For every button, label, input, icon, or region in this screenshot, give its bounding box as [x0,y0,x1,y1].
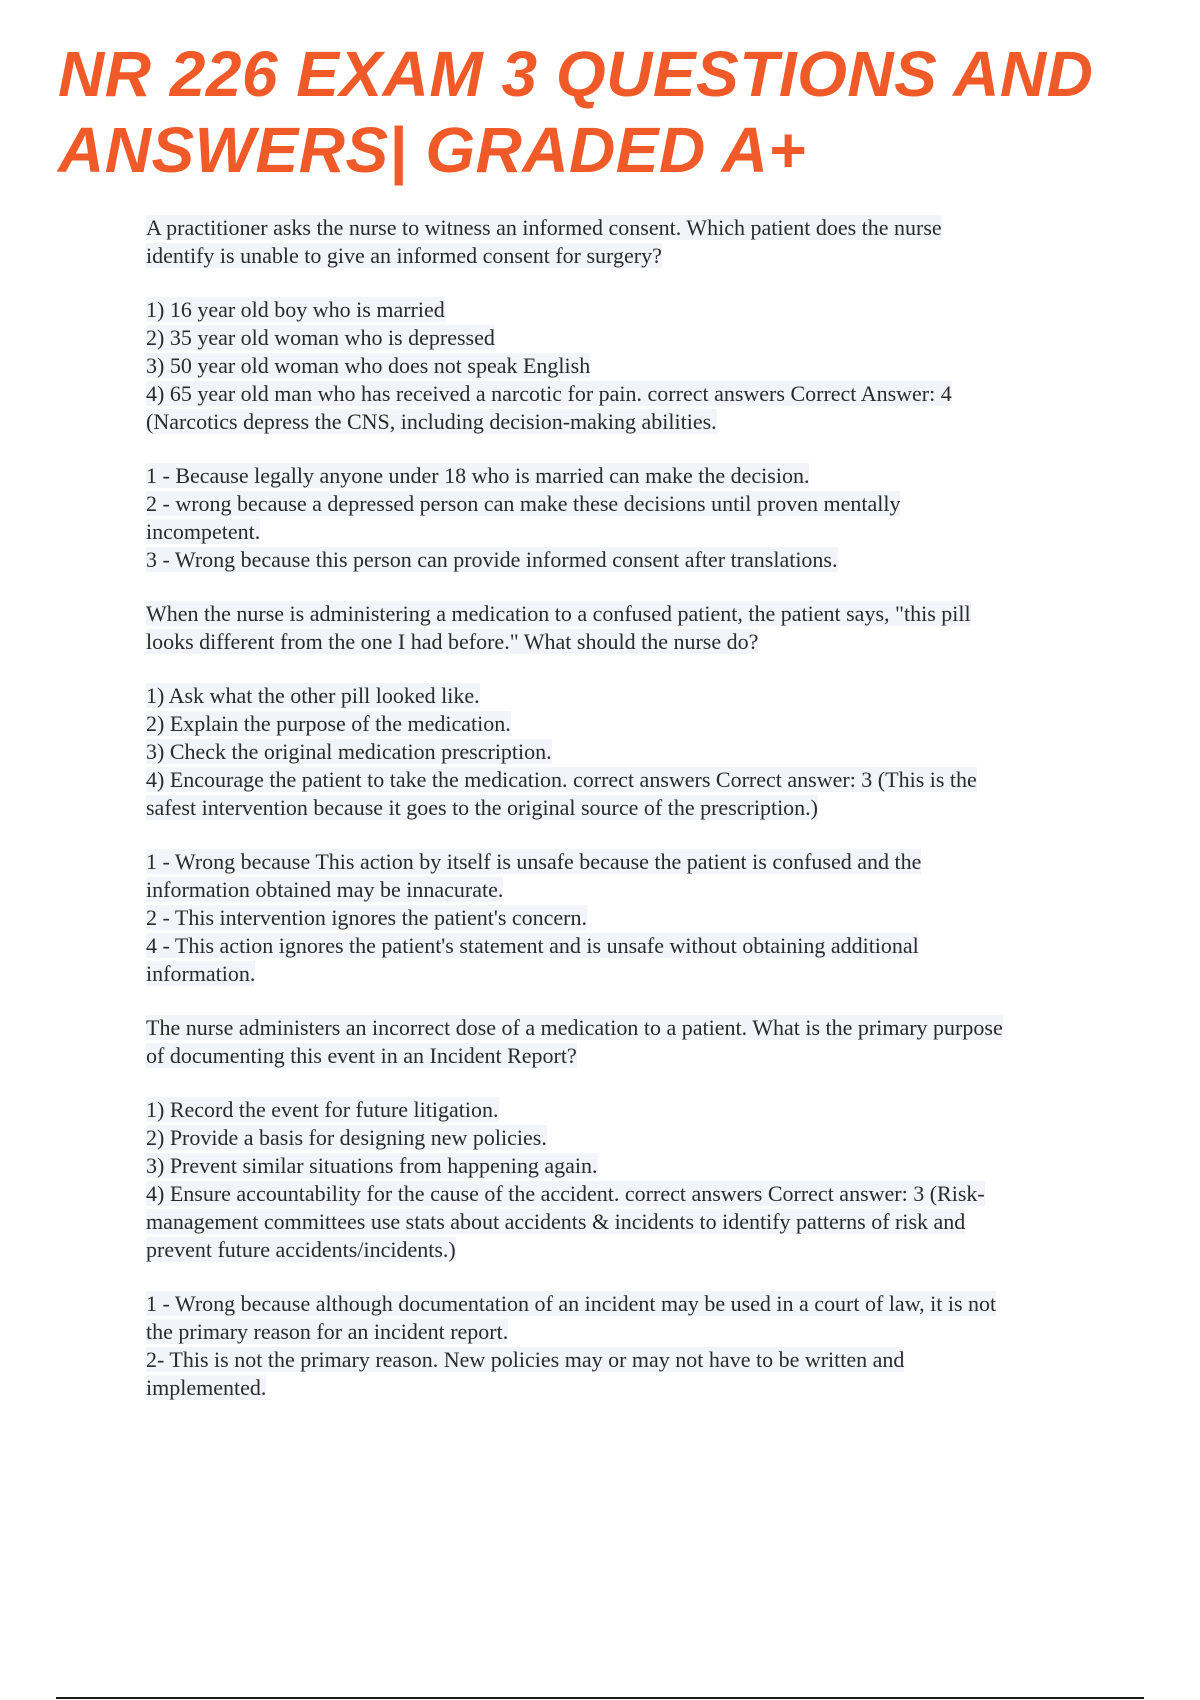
text-line [146,1346,1096,1374]
text-line [146,1236,1096,1264]
text-line [146,296,1096,324]
text-line-content: 4) Ensure accountability for the cause of the accident. correct answers Correct answer: 3 (Risk- [146,1181,985,1206]
text-line-content: identify is unable to give an informed consent for surgery? [146,243,662,268]
text-line-content: 2 - This intervention ignores the patient's concern. [146,905,587,930]
text-line [146,242,1096,270]
document-body [146,214,1096,1428]
text-line-content: management committees use stats about accidents & incidents to identify patterns of risk and [146,1209,966,1234]
paragraph [146,600,1096,656]
text-line [146,1208,1096,1236]
text-line-content: 1 - Because legally anyone under 18 who is married can make the decision. [146,463,810,488]
text-line [146,848,1096,876]
text-line [146,324,1096,352]
document-title-line-2: ANSWERS| GRADED A+ [58,114,807,186]
text-line-content: information obtained may be innacurate. [146,877,504,902]
text-line [146,518,1096,546]
text-line [146,352,1096,380]
text-line-content: the primary reason for an incident report. [146,1319,509,1344]
document-title-line-1: NR 226 EXAM 3 QUESTIONS AND [58,38,1094,110]
text-line-content: The nurse administers an incorrect dose of a medication to a patient. What is the primary purpose [146,1015,1003,1040]
text-line [146,1318,1096,1346]
text-line-content: 3) Check the original medication prescription. [146,739,552,764]
text-line-content: When the nurse is administering a medication to a confused patient, the patient says, "this pill [146,601,971,626]
text-line [146,932,1096,960]
text-line-content: 3 - Wrong because this person can provide informed consent after translations. [146,547,838,572]
text-line [146,682,1096,710]
text-line-content: implemented. [146,1375,267,1400]
text-line [146,794,1096,822]
text-line-content: 2) Explain the purpose of the medication. [146,711,511,736]
paragraph [146,1096,1096,1264]
paragraph [146,296,1096,436]
text-line [146,1290,1096,1318]
text-line-content: 3) 50 year old woman who does not speak English [146,353,591,378]
text-line [146,1096,1096,1124]
text-line [146,1042,1096,1070]
text-line [146,380,1096,408]
paragraph [146,1290,1096,1402]
paragraph [146,214,1096,270]
text-line-content: 1) Record the event for future litigation. [146,1097,499,1122]
text-line-content: (Narcotics depress the CNS, including decision-making abilities. [146,409,717,434]
text-line-content: of documenting this event in an Incident Report? [146,1043,577,1068]
text-line-content: 2) Provide a basis for designing new policies. [146,1125,547,1150]
text-line [146,710,1096,738]
text-line [146,408,1096,436]
paragraph [146,848,1096,988]
text-line [146,1180,1096,1208]
text-line-content: 2 - wrong because a depressed person can make these decisions until proven mentally [146,491,901,516]
text-line [146,738,1096,766]
text-line-content: 3) Prevent similar situations from happening again. [146,1153,598,1178]
footer-rule [56,1697,1144,1699]
text-line [146,876,1096,904]
paragraph [146,682,1096,822]
text-line-content: looks different from the one I had before." What should the nurse do? [146,629,759,654]
text-line [146,766,1096,794]
paragraph [146,462,1096,574]
text-line [146,904,1096,932]
text-line [146,628,1096,656]
paragraph [146,1014,1096,1070]
text-line [146,214,1096,242]
text-line-content: 2- This is not the primary reason. New policies may or may not have to be written and [146,1347,905,1372]
text-line-content: 2) 35 year old woman who is depressed [146,325,495,350]
text-line-content: prevent future accidents/incidents.) [146,1237,456,1262]
text-line [146,546,1096,574]
text-line [146,490,1096,518]
text-line-content: 1 - Wrong because This action by itself is unsafe because the patient is confused and the [146,849,922,874]
text-line [146,462,1096,490]
text-line-content: safest intervention because it goes to the original source of the prescription.) [146,795,819,820]
text-line [146,1124,1096,1152]
text-line-content: information. [146,961,256,986]
text-line [146,1152,1096,1180]
text-line [146,1374,1096,1402]
text-line [146,960,1096,988]
text-line-content: 1) Ask what the other pill looked like. [146,683,480,708]
text-line-content: incompetent. [146,519,261,544]
text-line-content: A practitioner asks the nurse to witness an informed consent. Which patient does the nurse [146,215,942,240]
text-line-content: 4) Encourage the patient to take the medication. correct answers Correct answer: 3 (This is the [146,767,977,792]
text-line-content: 4) 65 year old man who has received a narcotic for pain. correct answers Correct Answer: 4 [146,381,952,406]
text-line [146,600,1096,628]
document-title [58,36,1168,188]
text-line-content: 4 - This action ignores the patient's statement and is unsafe without obtaining additional [146,933,919,958]
text-line-content: 1 - Wrong because although documentation of an incident may be used in a court of law, it is not [146,1291,997,1316]
text-line-content: 1) 16 year old boy who is married [146,297,445,322]
text-line [146,1014,1096,1042]
